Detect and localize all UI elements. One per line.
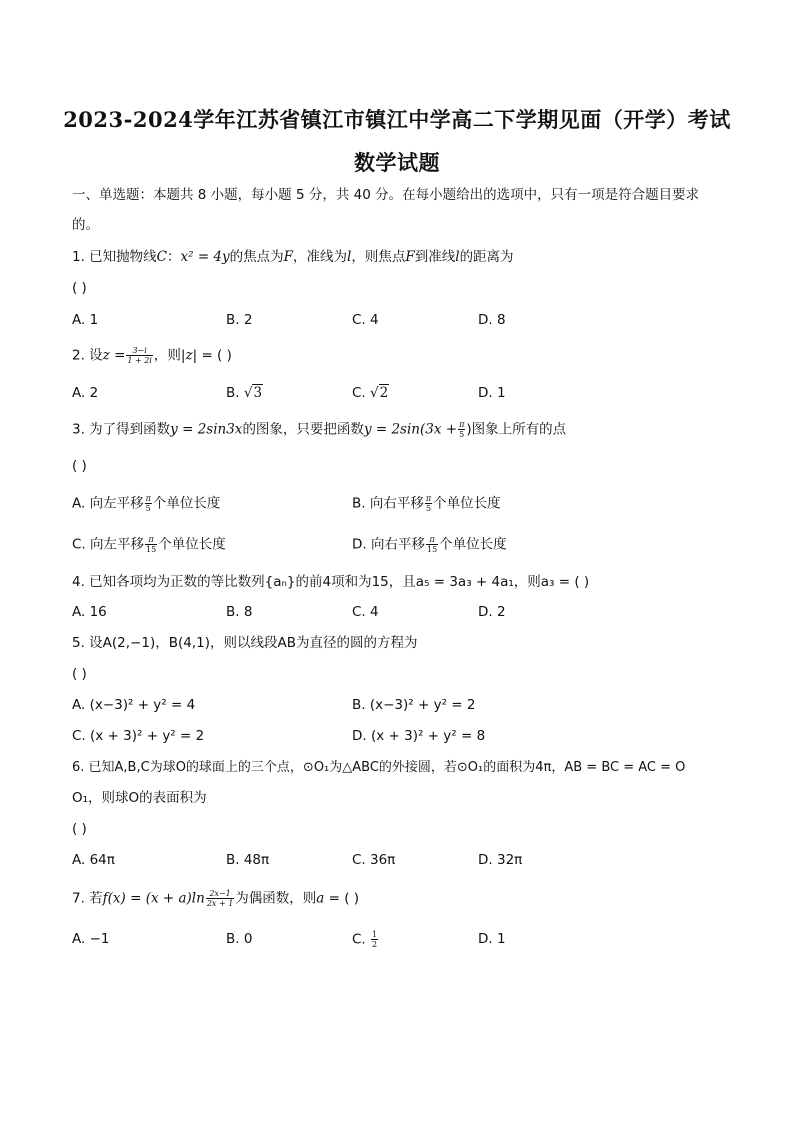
q3-option-a-suffix: 个单位长度	[152, 495, 221, 512]
q7-option-b[interactable]: B. 0	[226, 931, 253, 947]
q1-option-d[interactable]: D. 8	[478, 312, 506, 328]
q2-option-b-sqrt: √3	[243, 385, 263, 401]
q6-answer-paren: ( )	[72, 821, 87, 837]
q1-text-6: 的距离为	[459, 249, 514, 265]
q3-option-c-text: C. 向左平移	[72, 536, 145, 553]
q1-var-f2: F	[405, 249, 415, 265]
q3-fn2-den: 5	[459, 430, 465, 439]
q1-var-c: C	[156, 249, 168, 265]
q5-answer-paren: ( )	[72, 666, 87, 682]
q3-text-1: 3. 为了得到函数	[72, 421, 171, 438]
q5-option-b[interactable]: B. (x−3)² + y² = 2	[352, 697, 476, 713]
q2-option-a[interactable]: A. 2	[72, 385, 99, 401]
q1-colon: ：	[167, 249, 181, 265]
q7-option-c-fraction	[371, 930, 378, 949]
q2-fraction	[126, 346, 153, 365]
q6-option-d[interactable]: D. 32π	[478, 852, 523, 868]
q7-option-c[interactable]	[352, 930, 379, 949]
q2-option-c-sqrt: √2	[370, 385, 389, 401]
q3-option-b[interactable]	[352, 494, 501, 513]
q3-text-3: 图象上所有的点	[471, 421, 567, 438]
q3-option-c[interactable]	[72, 535, 226, 554]
exam-title-line1: 2023-2024学年江苏省镇江市镇江中学高二下学期见面（开学）考试	[63, 107, 731, 132]
q7-option-d[interactable]: D. 1	[478, 931, 506, 947]
q2-option-c[interactable]	[352, 384, 389, 402]
q1-option-a[interactable]: A. 1	[72, 312, 99, 328]
q3-option-b-fraction	[425, 494, 432, 513]
q2-text-3: | = ( )	[192, 347, 232, 364]
q5-option-d[interactable]: D. (x + 3)² + y² = 8	[352, 728, 486, 744]
q3-option-d-fraction	[426, 535, 438, 554]
q1-stem	[72, 248, 514, 266]
q2-option-b-label: B.	[226, 385, 244, 401]
q6-stem-line1: 6. 已知A,B,C为球O的球面上的三个点，⊙O₁为△ABC的外接圆，若⊙O₁的面积为4π，AB = BC = AC = O	[72, 760, 686, 775]
section-instructions-line2: 的。	[72, 217, 99, 233]
q2-option-b-radicand: 3	[253, 385, 263, 401]
q3-stem	[72, 420, 566, 439]
q4-option-b[interactable]: B. 8	[226, 604, 253, 620]
q6-option-b[interactable]: B. 48π	[226, 852, 270, 868]
q4-stem: 4. 已知各项均为正数的等比数列{aₙ}的前4项和为15，且a₅ = 3a₃ + 4a₁，则a₃ = ( )	[72, 574, 590, 590]
q2-frac-num: 3−i	[126, 346, 153, 356]
q3-option-d-den: 15	[426, 545, 438, 554]
q1-text-2: 的焦点为	[229, 249, 284, 265]
q6-stem-line2: O₁，则球O的表面积为	[72, 790, 207, 806]
q3-option-a-fraction	[145, 494, 152, 513]
q2-option-c-label: C.	[352, 385, 371, 401]
q6-option-a[interactable]: A. 64π	[72, 852, 115, 868]
q2-text-1: 2. 设	[72, 347, 103, 364]
q7-function: f(x) = (x + a)ln	[102, 890, 205, 907]
q3-option-d-suffix: 个单位长度	[439, 536, 507, 553]
q3-option-a-den: 5	[145, 504, 151, 513]
q3-option-c-fraction	[145, 535, 157, 554]
q3-option-c-suffix: 个单位长度	[158, 536, 226, 553]
q2-z-eq: z =	[102, 347, 126, 364]
q2-text-2: ，则|	[153, 347, 186, 364]
q3-option-d-num: π	[426, 535, 438, 545]
q2-option-d[interactable]: D. 1	[478, 385, 506, 401]
q3-option-d[interactable]	[352, 535, 507, 554]
q1-stem-text: 1. 已知抛物线	[72, 249, 157, 265]
q7-text-3: = ( )	[324, 890, 360, 907]
exam-title-line2: 数学试题	[354, 150, 440, 175]
q2-var-z: z	[185, 347, 193, 364]
q7-stem	[72, 889, 359, 908]
q5-option-c[interactable]: C. (x + 3)² + y² = 2	[72, 728, 205, 744]
q7-frac-den: 2x + 1	[206, 899, 234, 908]
q3-option-a-num: π	[145, 494, 151, 503]
q3-option-a-text: A. 向左平移	[72, 495, 144, 512]
q3-text-2: 的图象，只要把函数	[242, 421, 364, 438]
q3-function-2: y = 2sin(3x +	[363, 421, 458, 438]
q1-text-4: ，则焦点	[351, 249, 406, 265]
q3-option-b-text: B. 向右平移	[352, 495, 424, 512]
q2-option-c-radicand: 2	[379, 385, 389, 401]
q1-text-3: ，准线为	[293, 249, 348, 265]
q1-option-b[interactable]: B. 2	[226, 312, 253, 328]
q2-frac-den: 1 + 2i	[127, 356, 152, 365]
q4-option-d[interactable]: D. 2	[478, 604, 506, 620]
q1-var-l2: l	[455, 249, 460, 265]
q5-option-a[interactable]: A. (x−3)² + y² = 4	[72, 697, 196, 713]
q1-option-c[interactable]: C. 4	[352, 312, 379, 328]
q7-text-1: 7. 若	[72, 890, 103, 907]
q6-option-c[interactable]: C. 36π	[352, 852, 396, 868]
q1-var-f: F	[283, 249, 294, 265]
q7-text-2: 为偶函数，则	[235, 890, 317, 907]
q7-option-c-num: 1	[372, 930, 378, 939]
q3-option-b-den: 5	[425, 504, 432, 513]
q3-option-d-text: D. 向右平移	[352, 536, 425, 553]
q3-option-c-num: π	[145, 535, 157, 545]
q1-answer-paren: ( )	[72, 280, 87, 296]
q7-option-c-den: 2	[372, 940, 378, 949]
section-instructions-line1: 一、单选题：本题共 8 小题，每小题 5 分，共 40 分。在每小题给出的选项中，只有一项是符合题目要求	[72, 187, 700, 203]
q1-parabola: x² = 4y	[180, 249, 230, 265]
q2-stem	[72, 346, 232, 365]
q3-option-c-den: 15	[146, 545, 157, 554]
q7-fraction	[206, 889, 234, 908]
q2-option-b[interactable]	[226, 384, 263, 402]
q3-option-b-num: π	[425, 494, 432, 503]
q7-option-c-label: C.	[352, 931, 371, 948]
q3-fn2-num: π	[459, 420, 465, 429]
q1-var-l: l	[347, 249, 352, 265]
q7-frac-num: 2x−1	[206, 889, 234, 899]
q4-option-a[interactable]: A. 16	[72, 604, 107, 620]
q7-option-a[interactable]: A. −1	[72, 931, 110, 947]
q3-function-1: y = 2sin3x	[170, 421, 243, 438]
q3-answer-paren: ( )	[72, 458, 87, 474]
q7-var-a: a	[316, 890, 325, 907]
q3-option-a[interactable]	[72, 494, 220, 513]
q3-fn2-fraction	[458, 420, 465, 439]
q4-option-c[interactable]: C. 4	[352, 604, 379, 620]
q1-text-5: 到准线	[414, 249, 456, 265]
q3-fn2-close: )	[466, 421, 472, 438]
q5-stem: 5. 设A(2,−1)，B(4,1)，则以线段AB为直径的圆的方程为	[72, 635, 418, 651]
q3-option-b-suffix: 个单位长度	[433, 495, 501, 512]
